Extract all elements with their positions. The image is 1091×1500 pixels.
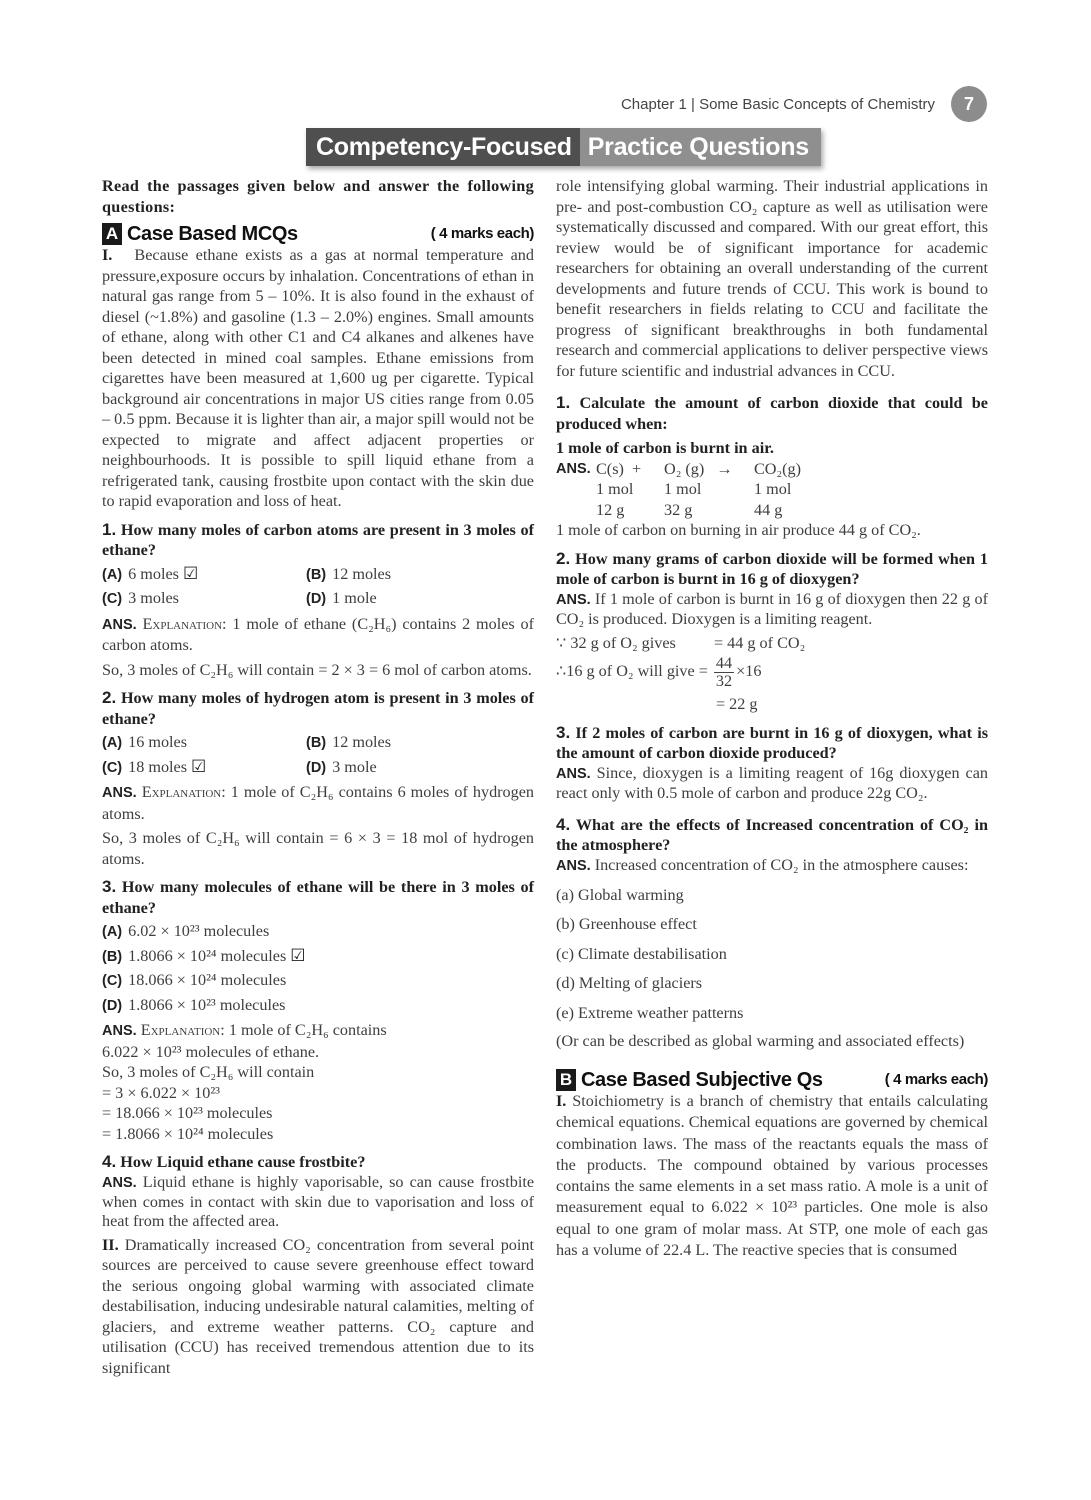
answer-ii-3: ANS. Since, dioxygen is a limiting reagent of 16g dioxygen can react only with 0.5 mole of carbon and produce 22g CO₂. [556,763,989,802]
options-q1 [102,564,534,610]
answer-q2-line2: So, 3 moles of C₂H₆ will contain = 6 × 3 = 18 mol of hydrogen atoms. [102,829,534,868]
question-4: 4. How Liquid ethane cause frostbite? [102,1152,366,1171]
section-a-badge: A [102,223,122,245]
equation-block: ANS. C(s) + O₂ (g) → CO₂(g) 1 mol 1 mol 1 mol 12 g 32 g 44 g [556,459,802,519]
question-2: 2. How many moles of hydrogen atom is present in 3 moles of ethane? [102,688,535,728]
list-item: (b) Greenhouse effect [556,915,697,933]
option-d[interactable]: (D) 1.8066 × 10²³ molecules [102,995,286,1014]
calc-line-1: ∵ 32 g of O₂ gives = 44 g of CO₂ [556,633,806,652]
answer-q2: ANS. Explanation: 1 mole of C₂H₆ contains 6 moles of hydrogen atoms. [102,783,535,823]
answer-ii-4: ANS. Increased concentration of CO₂ in the atmosphere causes: [556,855,969,874]
question-ii-4: 4. What are the effects of Increased concentration of CO₂ in the atmosphere? [556,814,988,854]
answer-q4: ANS. Liquid ethane is highly vaporisable, so can cause frostbite when comes in contact with skin due to vaporisation and loss of heat from the affected area. [102,1172,535,1230]
calc-line-3: = 22 g [716,695,758,713]
chapter-title: Chapter 1 | Some Basic Concepts of Chemistry [620,95,935,113]
section-b-header [556,1069,988,1091]
section-banner [306,128,821,166]
section-a-marks: ( 4 marks each) [430,224,534,242]
option-c[interactable]: (C) 18.066 × 10²⁴ molecules [102,971,287,989]
passage-2: II. Dramatically increased CO₂ concentration from several point sources are perceived to cause severe greenhouse effect toward the serious ongoing global warming with associated climate destabilisation, inducing undesirable natural calamities, melting of glaciers, and extreme weather patterns. CO₂ capture and utilisation (CCU) has received tremendous attention due to its significant [102,1235,534,1377]
option-d[interactable]: (D) 3 mole [306,757,377,776]
section-b-passage: I. Stoichiometry is a branch of chemistry that entails calculating chemical equations. Chemical equations are governed by chemical combination laws. The mass of the reactants equals the mass of the products. The compound obtained by various processes contains the same elements in a set mass ratio. A mole is a unit of measurement equal to 6.022 × 10²³ particles. One mole is also equal to one gram of molar mass. At STP, one mole of each gas has a volume of 22.4 L. The reactive species that is consumed [556,1092,989,1260]
intro-text: Read the passages given below and answer the following questions: [102,177,534,216]
running-head [621,86,987,122]
passage-1: I. Because ethane exists as a gas at normal temperature and pressure,exposure occurs by inhalation. Concentrations of ethan in natural gas range from 5 – 10%. It is also found in the exhaust of diesel (~1.8%) and gasoline (1.3 – 2.0%) engines. Small amounts of ethane, along with other C1 and C4 alkanes and alkenes have been detected in mined coal samples. Ethane emissions from cigarettes have been measured at 1,600 ug per cigarette. Typical background air concentrations in major US cities range from 0.05 – 0.5 ppm. Because it is lighter than air, a major spill would not be expected to migrate and affect adjacent properties or neighbourhoods. It is possible to spill liquid ethane from a refrigerated tank, causing frostbite upon contact with the skin due to rapid evaporation and loss of heat. [102,246,534,510]
question-1: 1. How many moles of carbon atoms are present in 3 moles of ethane? [102,519,534,559]
option-c[interactable]: (C) 3 moles [102,589,179,607]
question-ii-1: 1. Calculate the amount of carbon dioxide that could be produced when: [556,393,988,433]
option-b[interactable]: (B) 12 moles [306,733,392,751]
list-item: (c) Climate destabilisation [556,944,727,963]
option-a[interactable]: (A) 6.02 × 10²³ molecules [102,922,270,940]
question-ii-3: 3. If 2 moles of carbon are burnt in 16 g of dioxygen, what is the amount of carbon dioxide produced? [556,722,989,762]
question-ii-1-sub: 1 mole of carbon is burnt in air. [556,439,774,457]
passage-2-continued: role intensifying global warming. Their industrial applications in pre- and post-combustion CO₂ capture as well as utilisation were systematically discussed and compared. With our great effort, this review would be of significant importance for academic researchers for obtaining an overall understanding of the current developments and future trends of CCU. This work is bound to benefit researchers in fields relating to CCU and facilitate the progress of significant breakthroughs in both fundamental research and commercial applications to deliver perspective views for future scientific and industrial advances in CCU. [556,177,988,380]
calc-line-2: ∴16 g of O₂ will give = $\frac{44}{32}$ ×16 [556,654,762,690]
check-icon: ☑ [191,756,207,776]
check-icon: ☑ [290,945,306,965]
option-c[interactable]: (C) 18 moles ☑ [102,756,207,776]
answer-q3: ANS. Explanation: 1 mole of C₂H₆ contains 6.022 × 10²³ molecules of ethane. So, 3 moles of C₂H₆ will contain = 3 × 6.022 × 10²³ = 18.066 × 10²³ molecules = 1.8066 × 10²⁴ molecules [102,1021,387,1143]
effects-note: (Or can be described as global warming and associated effects) [556,1032,965,1050]
option-a[interactable]: (A) 16 moles [102,733,188,751]
options-q3 [102,921,534,1016]
options-q2 [102,732,534,778]
list-item: (a) Global warming [556,885,684,904]
section-b-title: Case Based Subjective Qs [581,1068,823,1091]
banner-part-1: Competency-Focused [306,128,580,166]
list-item: (e) Extreme weather patterns [556,1003,744,1022]
question-3: 3. How many molecules of ethane will be there in 3 moles of ethane? [102,877,534,917]
effects-list [556,885,988,1024]
banner-part-2: Practice Questions [580,128,821,166]
conclusion-ii-1: 1 mole of carbon on burning in air produce 44 g of CO₂. [556,521,921,539]
page-number: 7 [951,86,987,122]
right-column [556,176,988,1261]
list-item: (d) Melting of glaciers [556,974,703,992]
option-a[interactable]: (A) 6 moles ☑ [102,563,199,583]
option-b[interactable]: (B) 12 moles [306,564,392,583]
section-a-title: Case Based MCQs [127,222,298,245]
check-icon: ☑ [182,563,199,583]
answer-q1-line2: So, 3 moles of C₂H₆ will contain = 2 × 3 = 6 mol of carbon atoms. [102,660,532,679]
section-a-header [102,223,534,245]
section-b-badge: B [556,1069,576,1091]
option-b[interactable]: (B) 1.8066 × 10²⁴ molecules ☑ [102,945,306,965]
option-d[interactable]: (D) 1 mole [306,589,377,607]
answer-ii-2: ANS. If 1 mole of carbon is burnt in 16 g of dioxygen then 22 g of CO₂ is produced. Dioxygen is a limiting reagent. [556,589,988,628]
section-b-marks: ( 4 marks each) [884,1070,988,1088]
answer-q1: ANS. Explanation: 1 mole of ethane (C₂H₆) contains 2 moles of carbon atoms. [102,614,535,654]
fraction: $\frac{44}{32}$ [715,654,733,690]
left-column [102,176,534,1378]
question-ii-2: 2. How many grams of carbon dioxide will be formed when 1 mole of carbon is burnt in 16 g of dioxygen? [556,548,989,588]
